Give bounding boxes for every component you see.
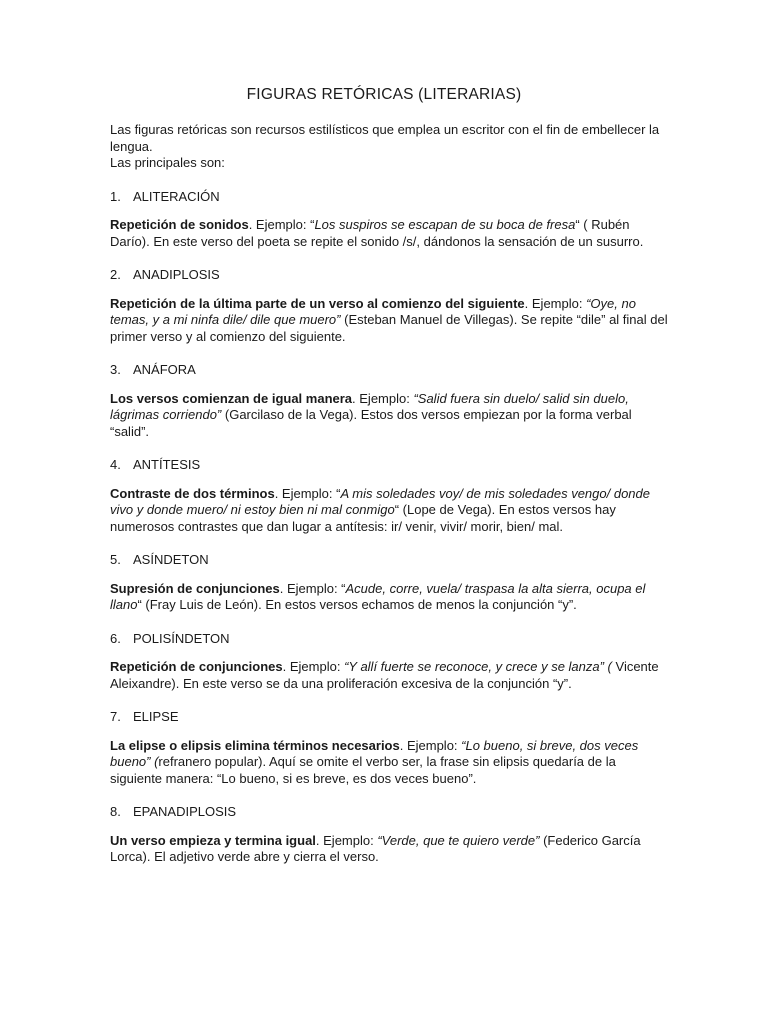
section-body [110, 296, 670, 346]
section-title: ALITERACIÓN [133, 188, 220, 204]
example-quote: Acude, corre, vuela/ traspasa la alta sierra, ocupa el llano [110, 580, 646, 612]
example-quote: “Oye, no temas, y a mi ninfa dile/ dile que muero” [110, 295, 636, 327]
section-number: 7. [110, 709, 121, 724]
section-number: 3. [110, 362, 121, 377]
example-lead: . Ejemplo: [524, 295, 587, 311]
explanation: (Federico García Lorca). El adjetivo verde abre y cierra el verso. [110, 832, 641, 864]
example-lead: . Ejemplo: [352, 390, 414, 406]
page-title: FIGURAS RETÓRICAS (LITERARIAS) [246, 86, 522, 103]
explanation: refranero popular). Aquí se omite el verbo ser, la frase sin elipsis quedaría de la siguiente manera: “Lo bueno, si es breve, es dos veces bueno”. [110, 754, 616, 786]
explanation: (Esteban Manuel de Villegas). Se repite “dile” al final del primer verso y al comienzo del siguiente. [110, 312, 668, 344]
section-heading [110, 457, 670, 474]
section-number: 1. [110, 188, 121, 204]
explanation: Vicente Aleixandre). En este verso se da una proliferación excesiva de la conjunción “y”. [110, 659, 659, 691]
section-body [110, 581, 670, 614]
intro-paragraph: Las figuras retóricas son recursos estilísticos que emplea un escritor con el fin de embellecer la lengua. [110, 122, 660, 154]
intro [110, 122, 670, 172]
example-lead: . Ejemplo: “ [274, 485, 341, 501]
section-title: ANADIPLOSIS [133, 267, 220, 282]
section-heading [110, 552, 670, 569]
section-heading [110, 709, 670, 726]
document-content [110, 122, 670, 866]
term: Los versos comienzan de igual manera [110, 390, 353, 406]
example-quote: “Salid fuera sin duelo/ salid sin duelo, lágrimas corriendo” [110, 390, 629, 422]
section-body [110, 738, 670, 788]
section-8 [110, 804, 670, 866]
term: Un verso empieza y termina igual [110, 832, 316, 848]
term: Repetición de sonidos [110, 217, 249, 232]
example-quote: “Y allí fuerte se reconoce, y crece y se lanza” ( [344, 659, 612, 674]
section-1 [110, 189, 670, 251]
example-lead: . Ejemplo: “ [248, 217, 315, 232]
section-title: ELIPSE [133, 709, 179, 724]
section-heading [110, 804, 670, 821]
example-quote: A mis soledades voy/ de mis soledades vengo/ donde vivo y donde muero/ ni estoy bien ni mal conmigo [110, 485, 650, 517]
section-body [110, 217, 670, 250]
section-title: ANÁFORA [133, 362, 196, 377]
section-title: ASÍNDETON [133, 552, 209, 567]
section-number: 2. [110, 267, 121, 282]
section-3 [110, 362, 670, 440]
section-body [110, 486, 670, 536]
example-quote: “Verde, que te quiero verde” [377, 832, 540, 848]
section-heading [110, 189, 670, 206]
section-number: 4. [110, 457, 121, 472]
example-quote: Los suspiros se escapan de su boca de fresa [314, 217, 576, 232]
section-title: EPANADIPLOSIS [133, 804, 237, 819]
section-number: 6. [110, 630, 121, 646]
term: Repetición de la última parte de un verso al comienzo del siguiente [110, 295, 525, 311]
section-title: ANTÍTESIS [133, 457, 201, 472]
section-body [110, 391, 670, 441]
section-2 [110, 267, 670, 345]
example-lead: . Ejemplo: [315, 832, 378, 848]
section-title: POLISÍNDETON [133, 630, 230, 646]
section-5 [110, 552, 670, 614]
section-body [110, 659, 670, 692]
explanation: “ (Lope de Vega). En estos versos hay numerosos contrastes que dan lugar a antítesis: ir/ venir, vivir/ morir, bien/ mal. [110, 502, 616, 534]
term: La elipse o elipsis elimina términos necesarios [110, 737, 400, 753]
term: Contraste de dos términos [110, 485, 275, 501]
explanation: (Garcilaso de la Vega). Estos dos versos empiezan por la forma verbal “salid”. [110, 407, 632, 439]
section-body [110, 833, 670, 866]
section-number: 8. [110, 804, 121, 819]
example-lead: . Ejemplo: “ [279, 580, 346, 596]
section-heading [110, 631, 670, 648]
term: Supresión de conjunciones [110, 580, 280, 596]
explanation: “ ( Rubén Darío). En este verso del poeta se repite el sonido /s/, dándonos la sensación de un susurro. [110, 217, 644, 249]
term: Repetición de conjunciones [110, 659, 283, 674]
section-number: 5. [110, 552, 121, 567]
section-4 [110, 457, 670, 535]
section-heading [110, 362, 670, 379]
section-heading [110, 267, 670, 284]
section-7 [110, 709, 670, 787]
section-6 [110, 631, 670, 693]
explanation: “ (Fray Luis de León). En estos versos echamos de menos la conjunción “y”. [137, 597, 577, 612]
example-quote: “Lo bueno, si breve, dos veces bueno” ( [110, 737, 639, 769]
example-lead: . Ejemplo: [399, 737, 462, 753]
intro-list-lead: Las principales son: [110, 155, 225, 170]
example-lead: . Ejemplo: [282, 659, 345, 674]
